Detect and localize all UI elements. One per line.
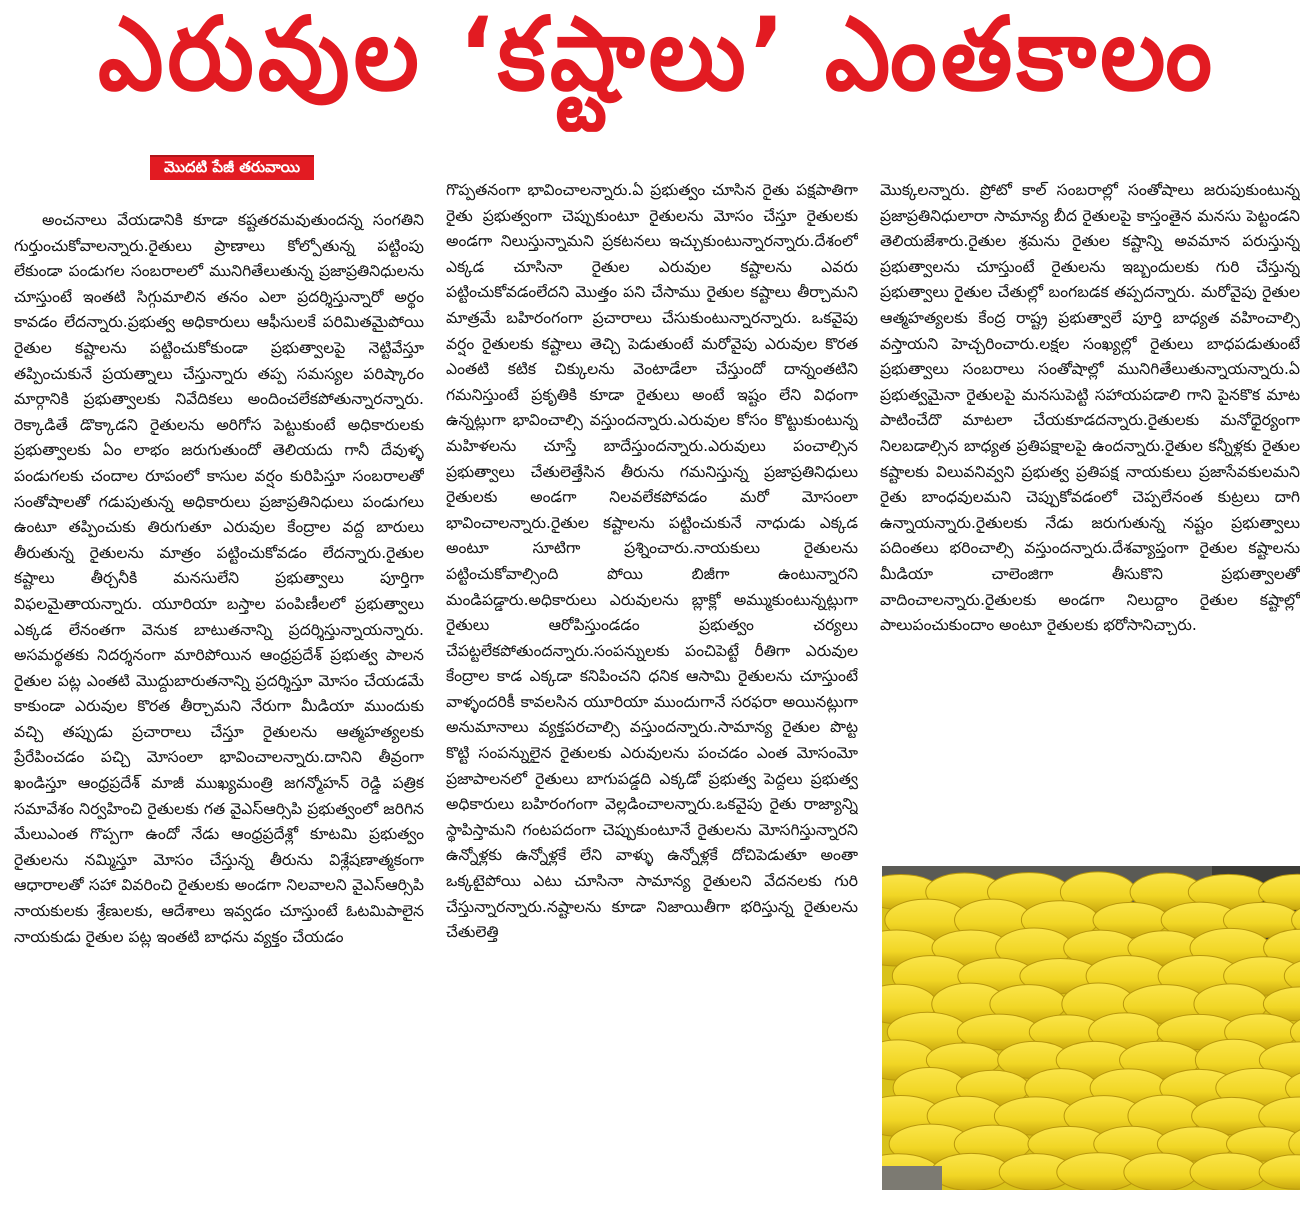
fertilizer-bag: [1124, 1153, 1198, 1190]
article-text-col3: మొక్కలన్నారు. ప్రోటో కాల్ సంబరాల్లో సంతోషాలు జరుపుకుంటున్న ప్రజాప్రతినిధులారా సామాన్య బీద రైతులపై కాస్తంతైన మనసు పెట్టండని తెలియజేశారు.రైతుల శ్రమను రైతుల కష్టాన్ని అవమాన పరుస్తున్న ప్రభుత్వాలను చూస్తుంటే రైతులను ఇబ్బందులకు గురి చేస్తున్న ప్రభుత్వాలు రైతుల చేతుల్లో బంగబడక తప్పదన్నారు. మరోవైపు రైతుల ఆత్మహత్యలకు కేంద్ర రాష్ట్ర ప్రభుత్వాలే పూర్తి బాధ్యత వహించాల్సి వస్తాయని హెచ్చరించారు.లక్షల సంఖ్యల్లో రైతులు బాధపడుతుంటే ప్రభుత్వాలు సంబరాలు సంతోషాల్లో మునిగితేలుతున్నాయన్నారు.ఏ ప్రభుత్వమైనా రైతులపై మనసుపెట్టి సహాయపడాలి గాని పైనకొక మాట పాటించేదొ మాటలా చేయకూడదన్నారు.రైతులకు మనోధైర్యంగా నిలబడాల్సిన బాధ్యత ప్రతిపక్షాలపై ఉందన్నారు.రైతుల కన్నీళ్లకు రైతుల కష్టాలకు విలువనివ్వని ప్రభుత్వ ప్రతిపక్ష నాయకులు ప్రజాసేవకులమని రైతు బాంధవులమని చెప్పుకోవడంలో చెప్పలేనంత కుట్రలు దాగి ఉన్నాయన్నారు.రైతులకు నేడు జరుగుతున్న నష్టం ప్రభుత్వాలు పదింతలు భరించాల్సి వస్తుందన్నారు.దేశవ్యాప్తంగా రైతుల కష్టాలను మీడియా చాలెంజిగా తీసుకొని ప్రభుత్వాలతో వాదించాలన్నారు.రైతులకు అండగా నిలుద్దాం రైతుల కష్టాల్లో పాలుపంచుకుందాం అంటూ రైతులకు భరోసానిచ్చారు.: [880, 181, 1300, 635]
urea-bags-illustration: [882, 866, 1300, 1190]
urea-bags-photo: [882, 866, 1300, 1190]
article-text-col1: అంచనాలు వేయడానికి కూడా కష్టతరమవుతుందన్న సంగతిని గుర్తుంచుకోవాలన్నారు.రైతులు ప్రాణాలు కోల్పోతున్న పట్టింపు లేకుండా పండుగల సంబరాలలో మునిగితేలుతున్న ప్రజాప్రతినిధులను చూస్తుంటే ఇంతటి సిగ్గుమాలిన తనం ఎలా ప్రదర్శిస్తున్నారో అర్థం కావడం లేదన్నారు.ప్రభుత్వ అధికారులు ఆఫీసులకే పరిమితమైపోయి రైతుల కష్టాలను పట్టించుకోకుండా ప్రభుత్వాలపై నెట్టివేస్తూ తప్పించుకునే ప్రయత్నాలు చేస్తున్నారు తప్ప సమస్యల పరిష్కారం మార్గానికి ప్రభుత్వాలకు నివేదికలు అందించలేకపోతున్నారన్నారు. రెక్కాడితే డొక్కాడని రైతులను అరిగోస పెట్టుకుంటే అధికారులకు ప్రభుత్వాలకు ఏం లాభం జరుగుతుందో తెలియదు గానీ దేవుళ్ళ పండుగలకు చందాల రూపంలో కాసుల వర్షం కురిపిస్తూ సంబరాలతో సంతోషాలతో గడుపుతున్న అధికారులు ప్రజాప్రతినిధులు పండుగలు ఉంటూ తప్పించుకు తిరుగుతూ ఎరువుల కేంద్రాల వద్ద బారులు తీరుతున్న రైతులను మాత్రం పట్టించుకోవడం లేదన్నారు.రైతుల కష్టాలు తీర్చనీకి మనసులేని ప్రభుత్వాలు పూర్తిగా విఫలమైతాయన్నారు. యూరియా బస్తాల పంపిణీలలో ప్రభుత్వాలు ఎక్కడ లేనంతగా వెనుక బాటుతనాన్ని ప్రదర్శిస్తున్నాయన్నారు. అసమర్థతకు నిదర్శనంగా మారిపోయిన ఆంధ్రప్రదేశ్ ప్రభుత్వ పాలన రైతుల పట్ల ఎంతటి మొద్దుబారుతనాన్ని ప్రదర్శిస్తూ మోసం చేయడమే కాకుండా ఎరువుల కొరత తీర్చామని నేరుగా మీడియా ముందుకు వచ్చి తప్పుడు ప్రచారాలు చేస్తూ రైతులను ఆత్మహత్యలకు ప్రేరేపించడం పచ్చి మోసంలా భావించాలన్నారు.దానిని తీవ్రంగా ఖండిస్తూ ఆంధ్రప్రదేశ్ మాజీ ముఖ్యమంత్రి జగన్మోహన్ రెడ్డి పత్రిక సమావేశం నిర్వహించి రైతులకు గత వైఎస్ఆర్సిపి ప్రభుత్వంలో జరిగిన మేలుఎంత గొప్పగా ఉందో నేడు ఆంధ్రప్రదేశ్లో కూటమి ప్రభుత్వం రైతులను నమ్మిస్తూ మోసం చేస్తున్న తీరును విశ్లేషణాత్మకంగా ఆధారాలతో సహా వివరించి రైతులకు అండగా నిలవాలని వైఎస్ఆర్సిపి నాయకులకు శ్రేణులకు, ఆదేశాలు ఇవ్వడం చూస్తుంటే ఓటమిపాలైన నాయకుడు రైతుల పట్ల ఇంతటి బాధను వ్యక్తం చేయడం: [14, 211, 424, 946]
article-column-1: [14, 208, 424, 1190]
article-text-col2: గొప్పతనంగా భావించాలన్నారు.ఏ ప్రభుత్వం చూసిన రైతు పక్షపాతిగా రైతు ప్రభుత్వంగా చెప్పుకుంటూ రైతులను మోసం చేస్తూ రైతులకు అండగా నిలుస్తున్నామని ప్రకటనలు ఇచ్చుకుంటున్నారన్నారు.దేశంలో ఎక్కడ చూసినా రైతుల ఎరువుల కష్టాలను ఎవరు పట్టించుకోవడంలేదని మొత్తం పని చేసాము రైతుల కష్టాలు తీర్చామని మాత్రమే బహిరంగంగా ప్రచారాలు చేసుకుంటున్నారన్నారు. ఒకవైపు వర్షం రైతులకు కష్టాలు తెచ్చి పెడుతుంటే మరోవైపు ఎరువుల కొరత ఎంతటి కటిక చిక్కులను వెంటాడేలా చేస్తుందో దాన్నంతటిని గమనిస్తుంటే ప్రకృతికి కూడా రైతులు అంటే ఇష్టం లేని విధంగా ఉన్నట్లుగా భావించాల్సి వస్తుందన్నారు.ఎరువుల కోసం కొట్టుకుంటున్న మహిళలను చూస్తే బాదేస్తుందన్నారు.ఎరువులు పంచాల్సిన ప్రభుత్వాలు చేతులెత్తేసిన తీరును గమనిస్తున్న ప్రజాప్రతినిధులు రైతులకు అండగా నిలవలేకపోవడం మరో మోసంలా భావించాలన్నారు.రైతుల కష్టాలను పట్టించుకునే నాధుడు ఎక్కడ అంటూ సూటిగా ప్రశ్నించారు.నాయకులు రైతులను పట్టించుకోవాల్సింది పోయి బిజీగా ఉంటున్నారని మండిపడ్డారు.అధికారులు ఎరువులను బ్లాక్లో అమ్ముకుంటున్నట్లుగా రైతులు ఆరోపిస్తుండడం ప్రభుత్వం చర్యలు చేపట్టలేకపోతుందన్నారు.సంపన్నులకు పంచిపెట్టే రీతిగా ఎరువుల కేంద్రాల కాడ ఎక్కడా కనిపించని ధనిక ఆసామి రైతులను చూస్తుంటే వాళ్ళందరికీ కావలసిన యూరియా ముందుగానే సరఫరా అయినట్లుగా అనుమానాలు వ్యక్తపరచాల్సి వస్తుందన్నారు.సామాన్య రైతుల పొట్ట కొట్టి సంపన్నులైన రైతులకు ఎరువులను పంచడం ఎంత మోసంమో ప్రజాపాలనలో రైతులు బాగుపడ్డది ఎక్కడో ప్రభుత్వ పెద్దలు ప్రభుత్వ అధికారులు బహిరంగంగా వెల్లడించాలన్నారు.ఒకవైపు రైతు రాజ్యాన్ని స్థాపిస్తామని గంటపదంగా చెప్పుకుంటూనే రైతులను మోసగిస్తున్నారని ఉన్నోళ్లకు ఉన్నోళ్లకే లేని వాళ్ళు ఉన్నోళ్లకే దోచిపెడుతూ అంతా ఒక్కటైపోయి ఎటు చూసినా సామాన్య రైతులని వేదనలకు గురి చేస్తున్నారన్నారు.నష్టాలను కూడా నిజాయితీగా భరిస్తున్న రైతులను చేతులెత్తి: [446, 181, 858, 942]
headline: ఎరువుల ‘కష్టాలు’ ఎంతకాలం: [97, 2, 1216, 114]
continued-from-front-page-tag: మొదటి పేజీ తరువాయి: [150, 155, 314, 180]
article-column-2: [446, 178, 858, 1190]
fertilizer-bag: [1190, 1153, 1267, 1190]
article-column-3: [880, 178, 1300, 854]
